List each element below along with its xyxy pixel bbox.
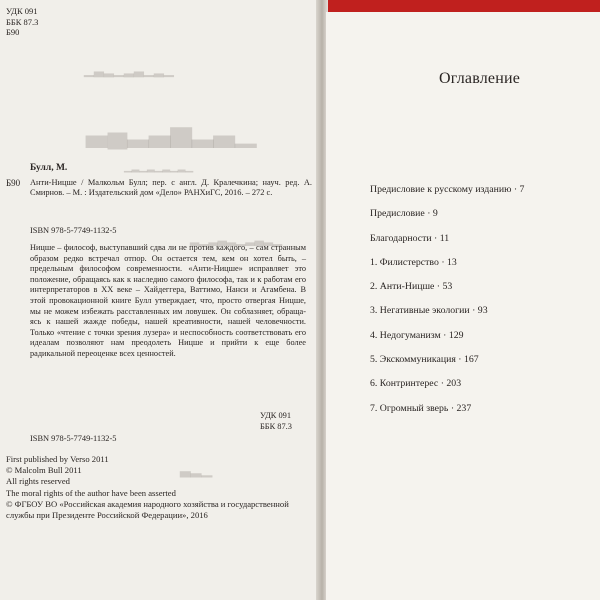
author-name: Булл, М. — [30, 163, 68, 173]
toc-item: Благодарности · 11 — [370, 232, 450, 244]
toc-item: 7. Огромный зверь · 237 — [370, 402, 472, 414]
toc-item: Предисловие к русскому изданию · 7 — [370, 184, 525, 195]
copyright-line: The moral rights of the author have been asserted — [6, 487, 176, 498]
udk-block-bottom — [260, 410, 292, 432]
show-through: ▁▂▃▂▁▂▃▂▁▂ — [190, 232, 283, 246]
copyright-line: © Malcolm Bull 2011 — [6, 465, 82, 476]
toc-item: 5. Экскоммуникация · 167 — [370, 354, 479, 366]
toc-item: 2. Анти-Ницше · 53 — [370, 281, 453, 293]
toc-item: Предисловие · 9 — [370, 208, 438, 220]
show-through: ▁▂▃ — [180, 463, 213, 478]
show-through: ▁▂▁▃▂▁▂▃▁ — [84, 62, 174, 77]
toc-item: 3. Негативные экологии · 93 — [370, 305, 488, 317]
bbk-code: ББК 87.3 — [6, 16, 39, 27]
copyright-block — [6, 454, 312, 521]
copyright-line: First published by Verso 2011 — [6, 454, 109, 464]
toc-item: 1. Филистерство · 13 — [370, 256, 457, 268]
right-page — [326, 12, 600, 600]
author-mark: Б90 — [6, 27, 20, 37]
bbk-code: ББК 87.3 — [260, 422, 292, 431]
udk-block-top — [6, 6, 38, 38]
udk-code: УДК 091 — [260, 411, 292, 420]
udk-code: УДК 091 — [6, 6, 38, 16]
bibliographic-record: Анти-Ницше / Малкольм Булл; пер. с англ. Д. Кралечкина; науч. ред. А. Смирнов. – М. : Издательский дом «Дело» РАНХиГС, 2016. – 272 с. — [30, 178, 312, 198]
copyright-line: © ФГБОУ ВО «Российская академия народного хозяйства и государственной службы при Президенте Российской Федерации», 2016 — [6, 498, 289, 521]
toc-item: 4. Недогуманизм · 129 — [370, 329, 464, 341]
copyright-line: All rights reserved — [6, 476, 70, 487]
show-through: ▁▃▂▅▃▂▄▃ — [86, 117, 257, 148]
isbn: ISBN 978-5-7749-1132-5 — [30, 226, 117, 235]
table-of-contents — [370, 184, 524, 427]
toc-title: Оглавление — [439, 70, 521, 87]
catalog-code: Б90 — [6, 178, 21, 188]
abstract: Ницше – философ, выступавший сдва ли не против каждого, – сам странным образом редко встречал отпор. Он остается тем, кем он хотел быть, – предельным философом современности. «Анти-Ницше» исправляет это положение, обращаясь как к наследию самого философа, так и к работам его интерпретаторов в XX веке – Хайдеггера, Ваттимо, Нанси и Агамбена. В этой провокационной книге Булл утверждает, что, просто отвергая Ницше, мы не можем избежать расставленных им ловушек. Он соблазняет, обращаясь к нашей жажде победы, нашей креативности, нашей человечности. Только «чтение с точки зрения лузера» и неспособность соответствовать его идеалам позволяют нам преодолеть Ницше и прийти к еще более радикальной переоценке всех ценностей. — [30, 243, 306, 358]
isbn-bottom: ISBN 978-5-7749-1132-5 — [30, 434, 117, 443]
show-through: ▁▂▁▂▁▂▁▂▁ — [124, 162, 194, 173]
toc-item: 6. Контринтерес · 203 — [370, 378, 462, 390]
